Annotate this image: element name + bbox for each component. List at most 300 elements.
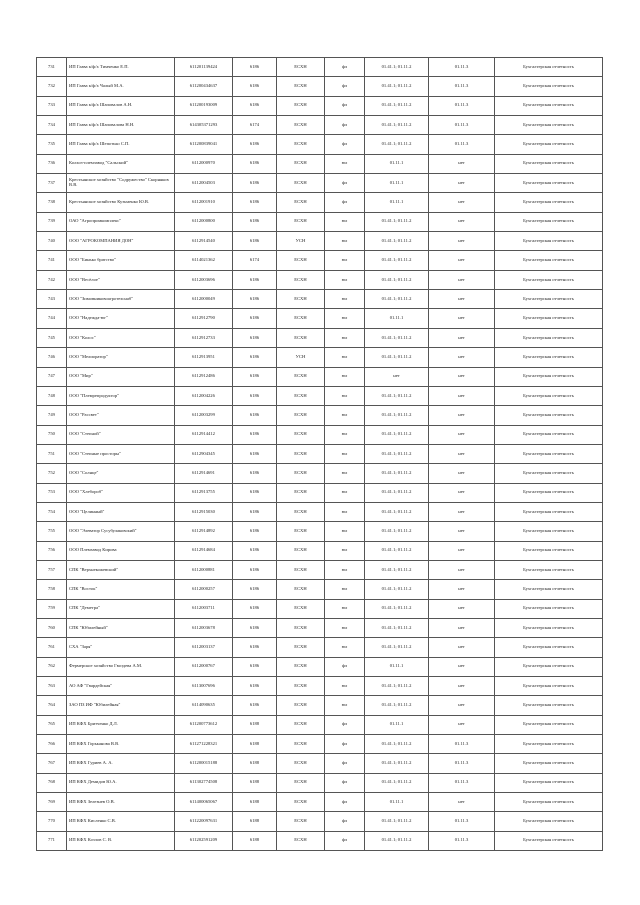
okved-cell: 01.41.1; 01.11.2 (365, 251, 429, 270)
tax-regime-cell: ЕСХН (277, 193, 325, 212)
extra-okved-cell: 01.11.3 (429, 116, 495, 135)
report-type-cell: Бухгалтерская отчетность (495, 599, 603, 618)
row-number: 767 (37, 754, 67, 773)
extra-okved-cell: нет (429, 502, 495, 521)
tax-regime-cell: ЕСХН (277, 135, 325, 154)
table-row (37, 696, 603, 715)
okved-cell: 01.41.1; 01.11.2 (365, 386, 429, 405)
table-row (37, 657, 603, 676)
organization-name: ООО "Хлебороб" (67, 483, 175, 502)
table-row (37, 522, 603, 541)
extra-okved-cell: нет (429, 406, 495, 425)
row-number: 731 (37, 58, 67, 77)
table-row (37, 425, 603, 444)
inn-cell: 6112000800 (175, 212, 233, 231)
code-cell: 6188 (233, 793, 277, 812)
report-type-cell: Бухгалтерская отчетность (495, 831, 603, 850)
tax-regime-cell: ЕСХН (277, 367, 325, 386)
extra-okved-cell: нет (429, 464, 495, 483)
tax-regime-cell: ЕСХН (277, 812, 325, 831)
inn-cell: 611200839041 (175, 135, 233, 154)
table-row (37, 58, 603, 77)
report-type-cell: Бухгалтерская отчетность (495, 464, 603, 483)
inn-cell: 611200015188 (175, 754, 233, 773)
table-row (37, 599, 603, 618)
table-row (37, 754, 603, 773)
code-cell: 6186 (233, 580, 277, 599)
tax-regime-cell: ЕСХН (277, 154, 325, 173)
extra-okved-cell: нет (429, 483, 495, 502)
organization-name: Колхоз-племзавод "Сальский" (67, 154, 175, 173)
tax-regime-cell: ЕСХН (277, 677, 325, 696)
extra-okved-cell: нет (429, 290, 495, 309)
inn-cell: 6112003678 (175, 618, 233, 637)
organization-name: ИП КФХ Зелезнев О.В. (67, 793, 175, 812)
entity-type-cell: юл (325, 638, 365, 657)
code-cell: 6186 (233, 232, 277, 251)
extra-okved-cell: нет (429, 348, 495, 367)
extra-okved-cell: нет (429, 696, 495, 715)
row-number: 758 (37, 580, 67, 599)
organization-name: ООО "Элеватор Сусубулаковский" (67, 522, 175, 541)
table-row (37, 580, 603, 599)
tax-regime-cell: УСН (277, 348, 325, 367)
extra-okved-cell: нет (429, 309, 495, 328)
organization-name: Крестьянское хозяйство Кузьменко Ю.В. (67, 193, 175, 212)
report-type-cell: Бухгалтерская отчетность (495, 251, 603, 270)
row-number: 762 (37, 657, 67, 676)
code-cell: 6174 (233, 251, 277, 270)
report-type-cell: Бухгалтерская отчетность (495, 657, 603, 676)
entity-type-cell: юл (325, 270, 365, 289)
inn-cell: 6113007696 (175, 677, 233, 696)
tax-regime-cell: ЕСХН (277, 406, 325, 425)
inn-cell: 6112914691 (175, 464, 233, 483)
code-cell: 6186 (233, 367, 277, 386)
okved-cell: 01.41.1; 01.11.2 (365, 541, 429, 560)
report-type-cell: Бухгалтерская отчетность (495, 232, 603, 251)
code-cell: 6186 (233, 464, 277, 483)
tax-regime-cell: ЕСХН (277, 560, 325, 579)
code-cell: 6186 (233, 309, 277, 328)
okved-cell: 01.41.1; 01.11.2 (365, 599, 429, 618)
code-cell: 6186 (233, 638, 277, 657)
okved-cell: 01.41.1; 01.11.2 (365, 560, 429, 579)
entity-type-cell: юл (325, 367, 365, 386)
code-cell: 6186 (233, 270, 277, 289)
inn-cell: 611200773612 (175, 715, 233, 734)
tax-regime-cell: ЕСХН (277, 174, 325, 193)
report-type-cell: Бухгалтерская отчетность (495, 618, 603, 637)
table-row (37, 406, 603, 425)
entity-type-cell: юл (325, 522, 365, 541)
row-number: 755 (37, 522, 67, 541)
organization-name: ИП КФХ Бритченко Д.Л. (67, 715, 175, 734)
extra-okved-cell: нет (429, 793, 495, 812)
row-number: 754 (37, 502, 67, 521)
row-number: 732 (37, 77, 67, 96)
organization-name: ООО "Солнце" (67, 464, 175, 483)
tax-regime-cell: ЕСХН (277, 290, 325, 309)
extra-okved-cell: нет (429, 618, 495, 637)
organization-name: ООО "Надежда-юг" (67, 309, 175, 328)
entity-type-cell: юл (325, 580, 365, 599)
report-type-cell: Бухгалтерская отчетность (495, 406, 603, 425)
inn-cell: 6112912790 (175, 309, 233, 328)
okved-cell: 01.11.1 (365, 657, 429, 676)
row-number: 735 (37, 135, 67, 154)
inn-cell: 6112000049 (175, 290, 233, 309)
table-row (37, 96, 603, 115)
row-number: 756 (37, 541, 67, 560)
tax-regime-cell: ЕСХН (277, 309, 325, 328)
inn-cell: 6112912733 (175, 328, 233, 347)
tax-regime-cell: ЕСХН (277, 754, 325, 773)
table-row (37, 251, 603, 270)
row-number: 747 (37, 367, 67, 386)
inn-cell: 6112003299 (175, 406, 233, 425)
entity-type-cell: юл (325, 406, 365, 425)
tax-regime-cell: ЕСХН (277, 735, 325, 754)
report-type-cell: Бухгалтерская отчетность (495, 773, 603, 792)
extra-okved-cell: нет (429, 444, 495, 463)
code-cell: 6186 (233, 618, 277, 637)
extra-okved-cell: нет (429, 522, 495, 541)
okved-cell: 01.41.1; 01.11.2 (365, 812, 429, 831)
extra-okved-cell: 01.11.3 (429, 58, 495, 77)
okved-cell: 01.41.1; 01.11.2 (365, 96, 429, 115)
row-number: 746 (37, 348, 67, 367)
entity-type-cell: фл (325, 715, 365, 734)
extra-okved-cell: нет (429, 386, 495, 405)
report-type-cell: Бухгалтерская отчетность (495, 58, 603, 77)
okved-cell: 01.41.1; 01.11.2 (365, 502, 429, 521)
entity-type-cell: юл (325, 696, 365, 715)
inn-cell: 611400065067 (175, 793, 233, 812)
table-row (37, 560, 603, 579)
table-row (37, 831, 603, 850)
row-number: 751 (37, 444, 67, 463)
row-number: 749 (37, 406, 67, 425)
entity-type-cell: юл (325, 599, 365, 618)
table-row (37, 309, 603, 328)
organization-name: ЗАО ПЗ ИФ "Юбилейная" (67, 696, 175, 715)
organization-name: ИП Глава к/ф/х Шаповалова Н.Н. (67, 116, 175, 135)
extra-okved-cell: нет (429, 560, 495, 579)
tax-regime-cell: ЕСХН (277, 696, 325, 715)
tax-regime-cell: ЕСХН (277, 270, 325, 289)
okved-cell: 01.11.1 (365, 793, 429, 812)
table-row (37, 174, 603, 193)
inn-cell: 6114021362 (175, 251, 233, 270)
entity-type-cell: юл (325, 425, 365, 444)
inn-cell: 611202591209 (175, 831, 233, 850)
tax-regime-cell: ЕСХН (277, 328, 325, 347)
organization-name: Фермерское хозяйство Гвоздева А.М. (67, 657, 175, 676)
report-type-cell: Бухгалтерская отчетность (495, 425, 603, 444)
inn-cell: 6112914892 (175, 522, 233, 541)
entity-type-cell: фл (325, 831, 365, 850)
tax-regime-cell: ЕСХН (277, 251, 325, 270)
report-type-cell: Бухгалтерская отчетность (495, 541, 603, 560)
extra-okved-cell: нет (429, 367, 495, 386)
organization-name: ИП КФХ Горьканова В.В. (67, 735, 175, 754)
extra-okved-cell: нет (429, 174, 495, 193)
extra-okved-cell: нет (429, 232, 495, 251)
entity-type-cell: юл (325, 309, 365, 328)
row-number: 734 (37, 116, 67, 135)
row-number: 752 (37, 464, 67, 483)
table-row (37, 618, 603, 637)
tax-regime-cell: ЕСХН (277, 657, 325, 676)
code-cell: 6186 (233, 193, 277, 212)
table-body (37, 58, 603, 851)
report-type-cell: Бухгалтерская отчетность (495, 116, 603, 135)
code-cell: 6186 (233, 677, 277, 696)
row-number: 761 (37, 638, 67, 657)
organization-name: СХА "Заря" (67, 638, 175, 657)
report-type-cell: Бухгалтерская отчетность (495, 812, 603, 831)
okved-cell: 01.41.1; 01.11.2 (365, 232, 429, 251)
tax-regime-cell: ЕСХН (277, 77, 325, 96)
table-row (37, 193, 603, 212)
entity-type-cell: юл (325, 677, 365, 696)
inn-cell: 6112915030 (175, 502, 233, 521)
okved-cell: 01.41.1; 01.11.2 (365, 773, 429, 792)
row-number: 768 (37, 773, 67, 792)
tax-regime-cell: ЕСХН (277, 464, 325, 483)
report-type-cell: Бухгалтерская отчетность (495, 270, 603, 289)
inn-cell: 6112914412 (175, 425, 233, 444)
okved-cell: 01.41.1; 01.11.2 (365, 618, 429, 637)
tax-regime-cell: ЕСХН (277, 599, 325, 618)
inn-cell: 611220097631 (175, 812, 233, 831)
entity-type-cell: юл (325, 464, 365, 483)
organization-name: ООО "Степной" (67, 425, 175, 444)
entity-type-cell: фл (325, 174, 365, 193)
code-cell: 6186 (233, 522, 277, 541)
tax-regime-cell: ЕСХН (277, 444, 325, 463)
table-row (37, 677, 603, 696)
extra-okved-cell: 01.11.3 (429, 754, 495, 773)
inn-cell: 611302774508 (175, 773, 233, 792)
code-cell: 6186 (233, 599, 277, 618)
inn-cell: 6112914540 (175, 232, 233, 251)
organization-name: ИП КФХ Козлов С. В. (67, 831, 175, 850)
okved-cell: 01.41.1; 01.11.2 (365, 754, 429, 773)
extra-okved-cell: нет (429, 251, 495, 270)
report-type-cell: Бухгалтерская отчетность (495, 580, 603, 599)
entity-type-cell: юл (325, 541, 365, 560)
okved-cell: 01.11.1 (365, 174, 429, 193)
table-row (37, 638, 603, 657)
entity-type-cell: юл (325, 618, 365, 637)
okved-cell: 01.41.1; 01.11.2 (365, 212, 429, 231)
code-cell: 6186 (233, 290, 277, 309)
extra-okved-cell: 01.11.3 (429, 135, 495, 154)
tax-regime-cell: ЕСХН (277, 715, 325, 734)
code-cell: 6186 (233, 77, 277, 96)
report-type-cell: Бухгалтерская отчетность (495, 328, 603, 347)
table-row (37, 793, 603, 812)
row-number: 742 (37, 270, 67, 289)
row-number: 765 (37, 715, 67, 734)
inn-cell: 6112003696 (175, 270, 233, 289)
tax-regime-cell: ЕСХН (277, 773, 325, 792)
organization-name: СПК "Деметра" (67, 599, 175, 618)
table-row (37, 502, 603, 521)
inn-cell: 6112904345 (175, 444, 233, 463)
inn-cell: 611201139424 (175, 58, 233, 77)
extra-okved-cell: нет (429, 638, 495, 657)
row-number: 739 (37, 212, 67, 231)
report-type-cell: Бухгалтерская отчетность (495, 154, 603, 173)
extra-okved-cell: нет (429, 154, 495, 173)
row-number: 740 (37, 232, 67, 251)
tax-regime-cell: ЕСХН (277, 58, 325, 77)
report-type-cell: Бухгалтерская отчетность (495, 77, 603, 96)
tax-regime-cell: ЕСХН (277, 425, 325, 444)
table-row (37, 367, 603, 386)
table-row (37, 232, 603, 251)
extra-okved-cell: нет (429, 657, 495, 676)
report-type-cell: Бухгалтерская отчетность (495, 735, 603, 754)
code-cell: 6186 (233, 560, 277, 579)
organization-name: ОАО "Агропромкомплекс" (67, 212, 175, 231)
code-cell: 6186 (233, 502, 277, 521)
organization-name: ООО "АГРОКОМПАНИЯ ДОН" (67, 232, 175, 251)
okved-cell: нет (365, 367, 429, 386)
organization-name: ООО "Весёлое" (67, 270, 175, 289)
tax-regime-cell: ЕСХН (277, 793, 325, 812)
tax-regime-cell: ЕСХН (277, 96, 325, 115)
row-number: 738 (37, 193, 67, 212)
organization-name: АО АФ "Гвардейская" (67, 677, 175, 696)
table-row (37, 541, 603, 560)
organization-name: ИП КФХ Гуриев А. А. (67, 754, 175, 773)
code-cell: 6188 (233, 773, 277, 792)
row-number: 760 (37, 618, 67, 637)
organization-name: Крестьянское хозяйство "Содружество" Скорняков В.В. (67, 174, 175, 193)
entity-type-cell: юл (325, 232, 365, 251)
okved-cell: 01.41.1; 01.11.2 (365, 831, 429, 850)
entity-type-cell: фл (325, 116, 365, 135)
report-type-cell: Бухгалтерская отчетность (495, 560, 603, 579)
table-row (37, 116, 603, 135)
inn-cell: 6112000257 (175, 580, 233, 599)
inn-cell: 6112003137 (175, 638, 233, 657)
tax-regime-cell: ЕСХН (277, 580, 325, 599)
entity-type-cell: фл (325, 77, 365, 96)
row-number: 757 (37, 560, 67, 579)
row-number: 741 (37, 251, 67, 270)
code-cell: 6188 (233, 812, 277, 831)
code-cell: 6188 (233, 754, 277, 773)
entity-type-cell: фл (325, 58, 365, 77)
entity-type-cell: фл (325, 754, 365, 773)
inn-cell: 6112003711 (175, 599, 233, 618)
extra-okved-cell: 01.11.3 (429, 77, 495, 96)
row-number: 769 (37, 793, 67, 812)
table-row (37, 735, 603, 754)
code-cell: 6186 (233, 386, 277, 405)
extra-okved-cell: 01.11.3 (429, 831, 495, 850)
tax-regime-cell: ЕСХН (277, 522, 325, 541)
code-cell: 6188 (233, 715, 277, 734)
table-row (37, 386, 603, 405)
table-row (37, 464, 603, 483)
inn-cell: 611200434637 (175, 77, 233, 96)
table-row (37, 77, 603, 96)
entity-type-cell: юл (325, 560, 365, 579)
entity-type-cell: юл (325, 251, 365, 270)
extra-okved-cell: 01.11.3 (429, 773, 495, 792)
entity-type-cell: юл (325, 502, 365, 521)
report-type-cell: Бухгалтерская отчетность (495, 793, 603, 812)
report-type-cell: Бухгалтерская отчетность (495, 696, 603, 715)
okved-cell: 01.41.1; 01.11.2 (365, 425, 429, 444)
okved-cell: 01.41.1; 01.11.2 (365, 328, 429, 347)
extra-okved-cell: нет (429, 193, 495, 212)
organization-name: ООО "Колос" (67, 328, 175, 347)
okved-cell: 01.41.1; 01.11.2 (365, 464, 429, 483)
organization-name: ООО "Бинько братство" (67, 251, 175, 270)
report-type-cell: Бухгалтерская отчетность (495, 135, 603, 154)
code-cell: 6186 (233, 58, 277, 77)
entity-type-cell: фл (325, 773, 365, 792)
report-type-cell: Бухгалтерская отчетность (495, 348, 603, 367)
entity-type-cell: юл (325, 290, 365, 309)
report-type-cell: Бухгалтерская отчетность (495, 715, 603, 734)
inn-cell: 611271228321 (175, 735, 233, 754)
okved-cell: 01.41.1; 01.11.2 (365, 406, 429, 425)
organization-name: ИП Глава к/ф/х Чалый М.А. (67, 77, 175, 96)
inn-cell: 6112000881 (175, 560, 233, 579)
inn-cell: 6112004226 (175, 386, 233, 405)
report-type-cell: Бухгалтерская отчетность (495, 677, 603, 696)
code-cell: 6186 (233, 154, 277, 173)
organization-name: ИП Глава к/ф/х Шаповалов А.Н. (67, 96, 175, 115)
row-number: 764 (37, 696, 67, 715)
entity-type-cell: юл (325, 386, 365, 405)
organization-name: СПК "Юбилейный" (67, 618, 175, 637)
tax-regime-cell: ЕСХН (277, 541, 325, 560)
code-cell: 6186 (233, 135, 277, 154)
organization-name: ООО "Мелиоратор" (67, 348, 175, 367)
organizations-table (36, 57, 603, 851)
code-cell: 6186 (233, 425, 277, 444)
entity-type-cell: фл (325, 96, 365, 115)
table-row (37, 270, 603, 289)
okved-cell: 01.41.1; 01.11.2 (365, 348, 429, 367)
organization-name: ИП Глава к/ф/х Шепотько С.П. (67, 135, 175, 154)
table-row (37, 212, 603, 231)
report-type-cell: Бухгалтерская отчетность (495, 193, 603, 212)
report-type-cell: Бухгалтерская отчетность (495, 386, 603, 405)
tax-regime-cell: ЕСХН (277, 618, 325, 637)
entity-type-cell: фл (325, 135, 365, 154)
table-row (37, 444, 603, 463)
okved-cell: 01.11.1 (365, 154, 429, 173)
inn-cell: 6112914684 (175, 541, 233, 560)
table-row (37, 154, 603, 173)
code-cell: 6186 (233, 696, 277, 715)
entity-type-cell: юл (325, 444, 365, 463)
extra-okved-cell: нет (429, 599, 495, 618)
row-number: 745 (37, 328, 67, 347)
entity-type-cell: юл (325, 212, 365, 231)
okved-cell: 01.11.1 (365, 309, 429, 328)
